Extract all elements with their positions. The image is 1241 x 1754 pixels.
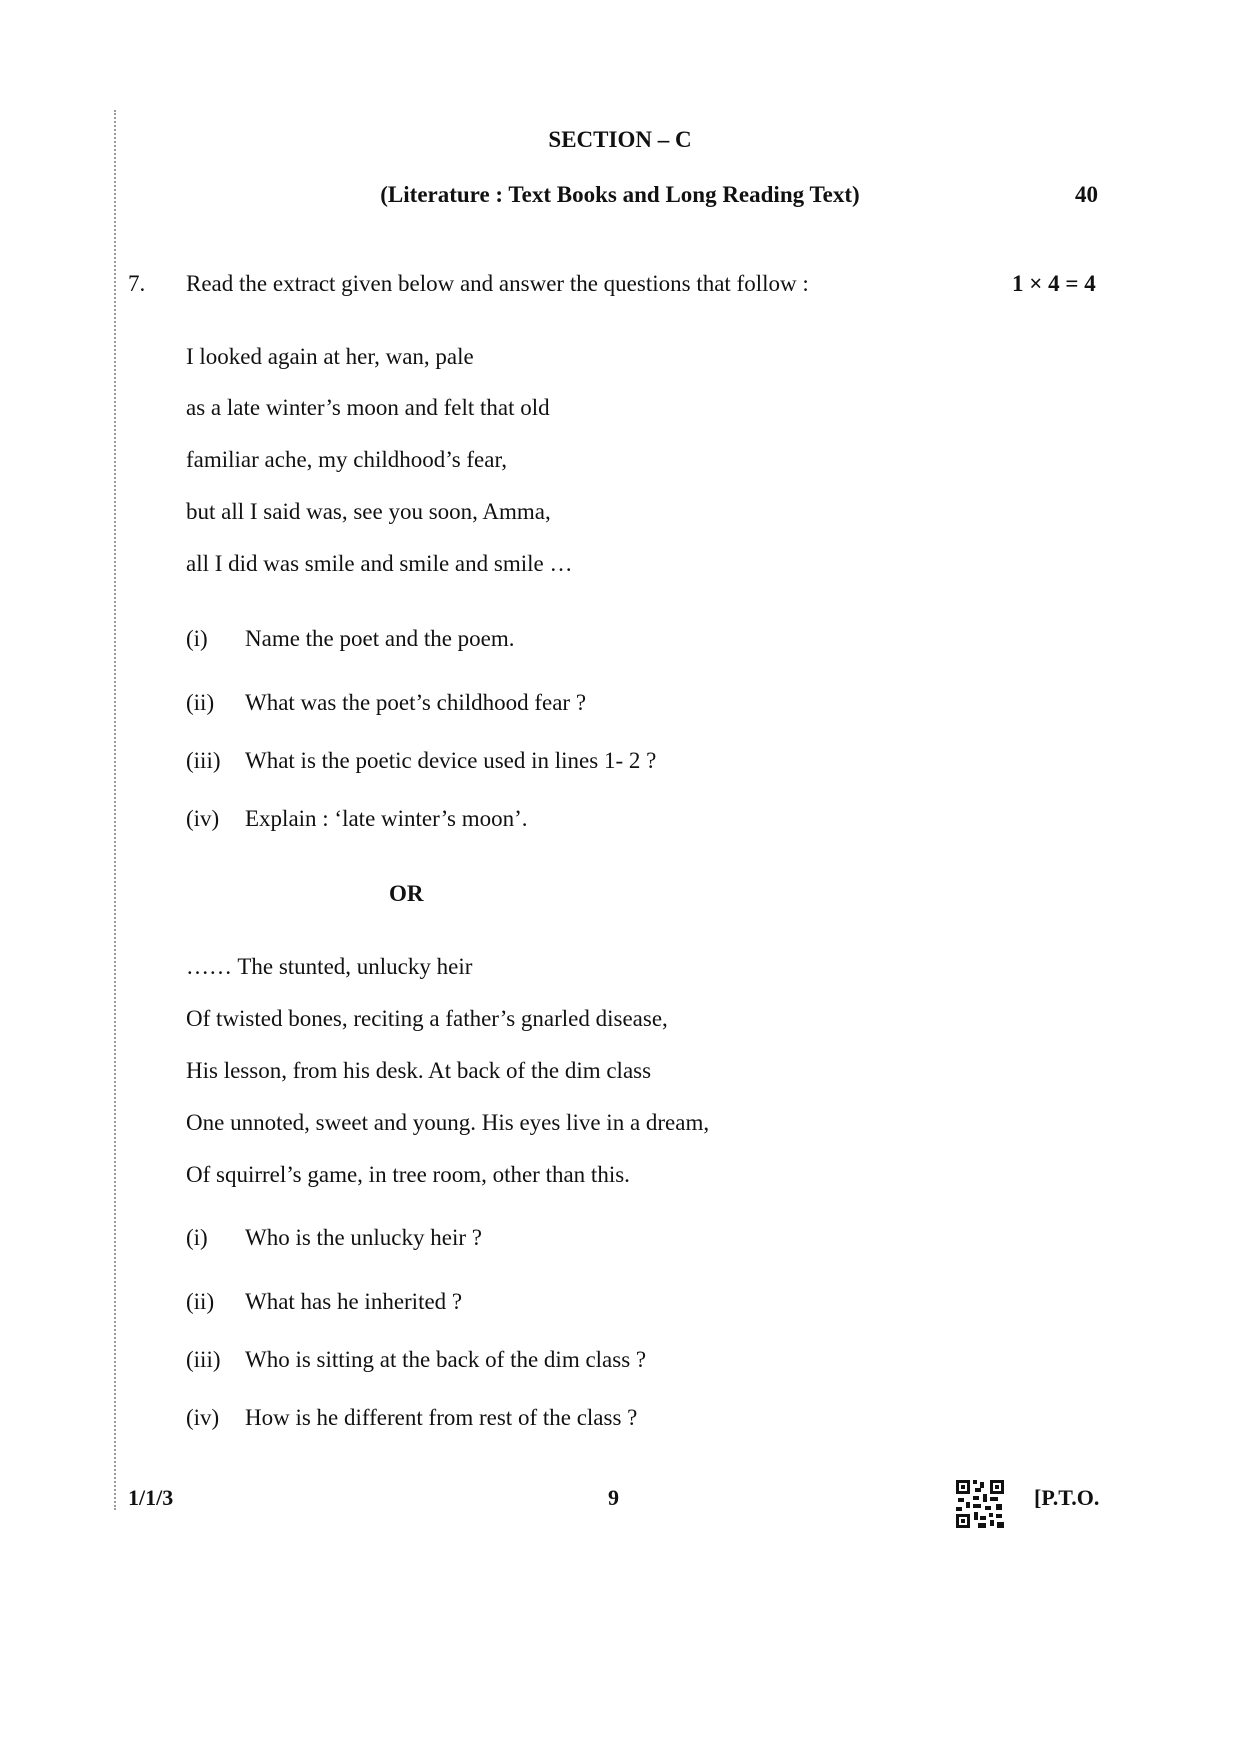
extract2-line: Of twisted bones, reciting a father’s gnarled disease, [186, 1006, 668, 1031]
subq1-text: What is the poetic device used in lines 1- 2 ? [245, 748, 657, 773]
section-title: SECTION – C [548, 127, 692, 152]
subq2-number: (iv) [186, 1405, 220, 1430]
subq2-text: Who is the unlucky heir ? [245, 1225, 482, 1250]
page-number: 9 [608, 1485, 619, 1510]
subq2-text: How is he different from rest of the class ? [245, 1405, 638, 1430]
extract1-line: as a late winter’s moon and felt that old [186, 395, 550, 420]
extract2-line: …… The stunted, unlucky heir [186, 954, 473, 979]
subq1-text: What was the poet’s childhood fear ? [245, 690, 587, 715]
qr-code-icon [956, 1480, 1004, 1528]
question-marks: 1 × 4 = 4 [1012, 271, 1096, 296]
subq2-number: (i) [186, 1225, 208, 1250]
extract2-line: His lesson, from his desk. At back of the dim class [186, 1058, 652, 1083]
subq2-text: Who is sitting at the back of the dim class ? [245, 1347, 647, 1372]
question-number: 7. [128, 271, 146, 296]
extract1-line: but all I said was, see you soon, Amma, [186, 499, 551, 524]
margin-dotted-line [114, 110, 116, 1510]
section-marks: 40 [1075, 182, 1098, 207]
subq2-number: (ii) [186, 1289, 215, 1314]
extract1-line: I looked again at her, wan, pale [186, 344, 474, 369]
subq1-number: (iv) [186, 806, 220, 831]
subq2-number: (iii) [186, 1347, 221, 1372]
or-label: OR [389, 881, 424, 906]
subq1-number: (ii) [186, 690, 215, 715]
question-instruction: Read the extract given below and answer the questions that follow : [186, 271, 809, 296]
subq1-text: Explain : ‘late winter’s moon’. [245, 806, 528, 831]
subq1-text: Name the poet and the poem. [245, 626, 515, 651]
extract1-line: familiar ache, my childhood’s fear, [186, 447, 507, 472]
paper-code: 1/1/3 [128, 1485, 174, 1510]
subq1-number: (i) [186, 626, 208, 651]
extract2-line: Of squirrel’s game, in tree room, other than this. [186, 1162, 630, 1187]
subq2-text: What has he inherited ? [245, 1289, 463, 1314]
section-subtitle: (Literature : Text Books and Long Reading Text) [380, 182, 860, 207]
extract2-line: One unnoted, sweet and young. His eyes live in a dream, [186, 1110, 710, 1135]
subq1-number: (iii) [186, 748, 221, 773]
extract1-line: all I did was smile and smile and smile … [186, 551, 573, 576]
pto-label: [P.T.O. [1034, 1485, 1100, 1510]
